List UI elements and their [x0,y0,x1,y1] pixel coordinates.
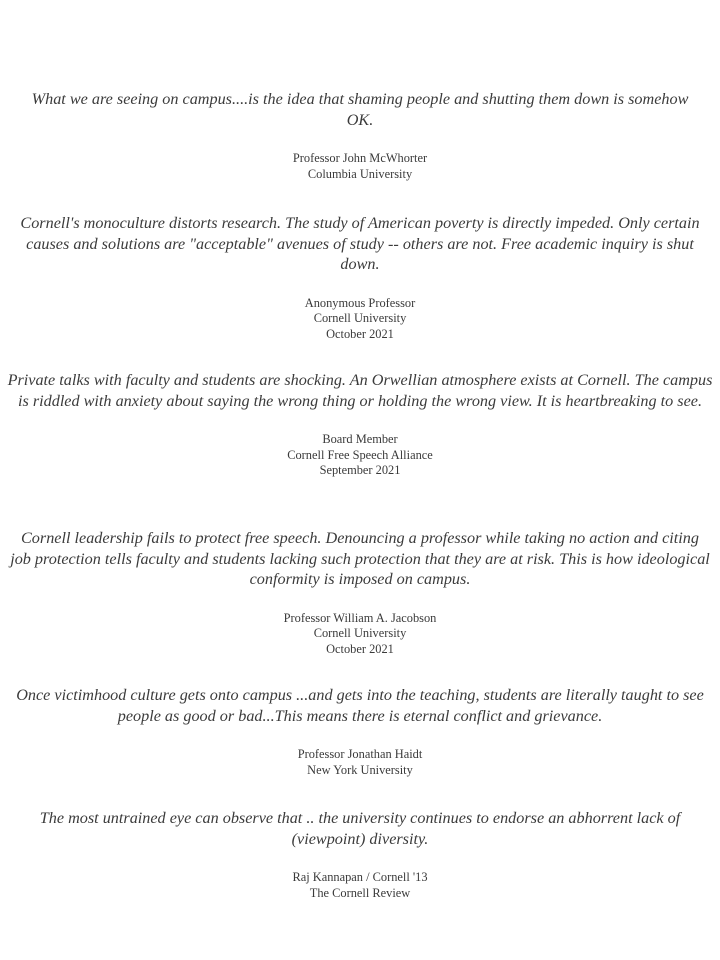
quote-text: Cornell leadership fails to protect free speech. Denouncing a professor while taking no action and citing job protection tells faculty and students lacking such protection that they are at risk. This is how ideological conformity is imposed on campus. [10,529,710,588]
attribution-name: Anonymous Professor [304,295,416,310]
quote-attribution [0,151,720,182]
attribution-affiliation: Columbia University [307,166,413,181]
attribution-name: Raj Kannapan / Cornell '13 [292,870,428,884]
quote-text: Once victimhood culture gets onto campus ...and gets into the teaching, students are literally taught to see people as good or bad...This means there is eternal conflict and grievance. [16,686,704,725]
quote-attribution [0,611,720,658]
quote-text: Cornell's monoculture distorts research. The study of American poverty is directly impeded. Only certain causes and solutions are "acceptable" avenues of study -- others are not. Free academic inquiry is shut down. [20,214,700,273]
attribution-name: Professor Jonathan Haidt [297,747,423,761]
quote-block-haidt [0,685,720,778]
attribution-date: September 2021 [319,463,401,478]
quote-block-jacobson [0,528,720,657]
quote-block-mcwhorter [0,89,720,182]
quote-attribution [0,747,720,778]
attribution-name: Professor John McWhorter [292,151,428,165]
attribution-name: Board Member [322,432,398,446]
attribution-affiliation: The Cornell Review [309,885,411,900]
quote-block-kannapan [0,808,720,901]
quote-text: The most untrained eye can observe that .. the university continues to endorse an abhorrent lack of (viewpoint) diversity. [39,809,681,848]
quote-attribution [0,296,720,343]
quote-text: What we are seeing on campus....is the idea that shaming people and shutting them down is somehow OK. [31,90,689,129]
attribution-date: October 2021 [326,326,394,341]
attribution-name: Professor William A. Jacobson [283,610,437,625]
attribution-affiliation: New York University [307,762,413,777]
quote-text: Private talks with faculty and students are shocking. An Orwellian atmosphere exists at Cornell. The campus is riddled with anxiety about saying the wrong thing or holding the wrong view. It is heartbreaking to see. [7,371,713,410]
attribution-affiliation: Cornell University [313,311,407,326]
attribution-affiliation: Cornell Free Speech Alliance [287,447,433,462]
quote-block-anonymous-professor [0,213,720,342]
quote-attribution [0,432,720,479]
quote-block-board-member [0,370,720,479]
attribution-date: October 2021 [326,641,394,656]
quote-attribution [0,870,720,901]
attribution-affiliation: Cornell University [313,626,407,641]
